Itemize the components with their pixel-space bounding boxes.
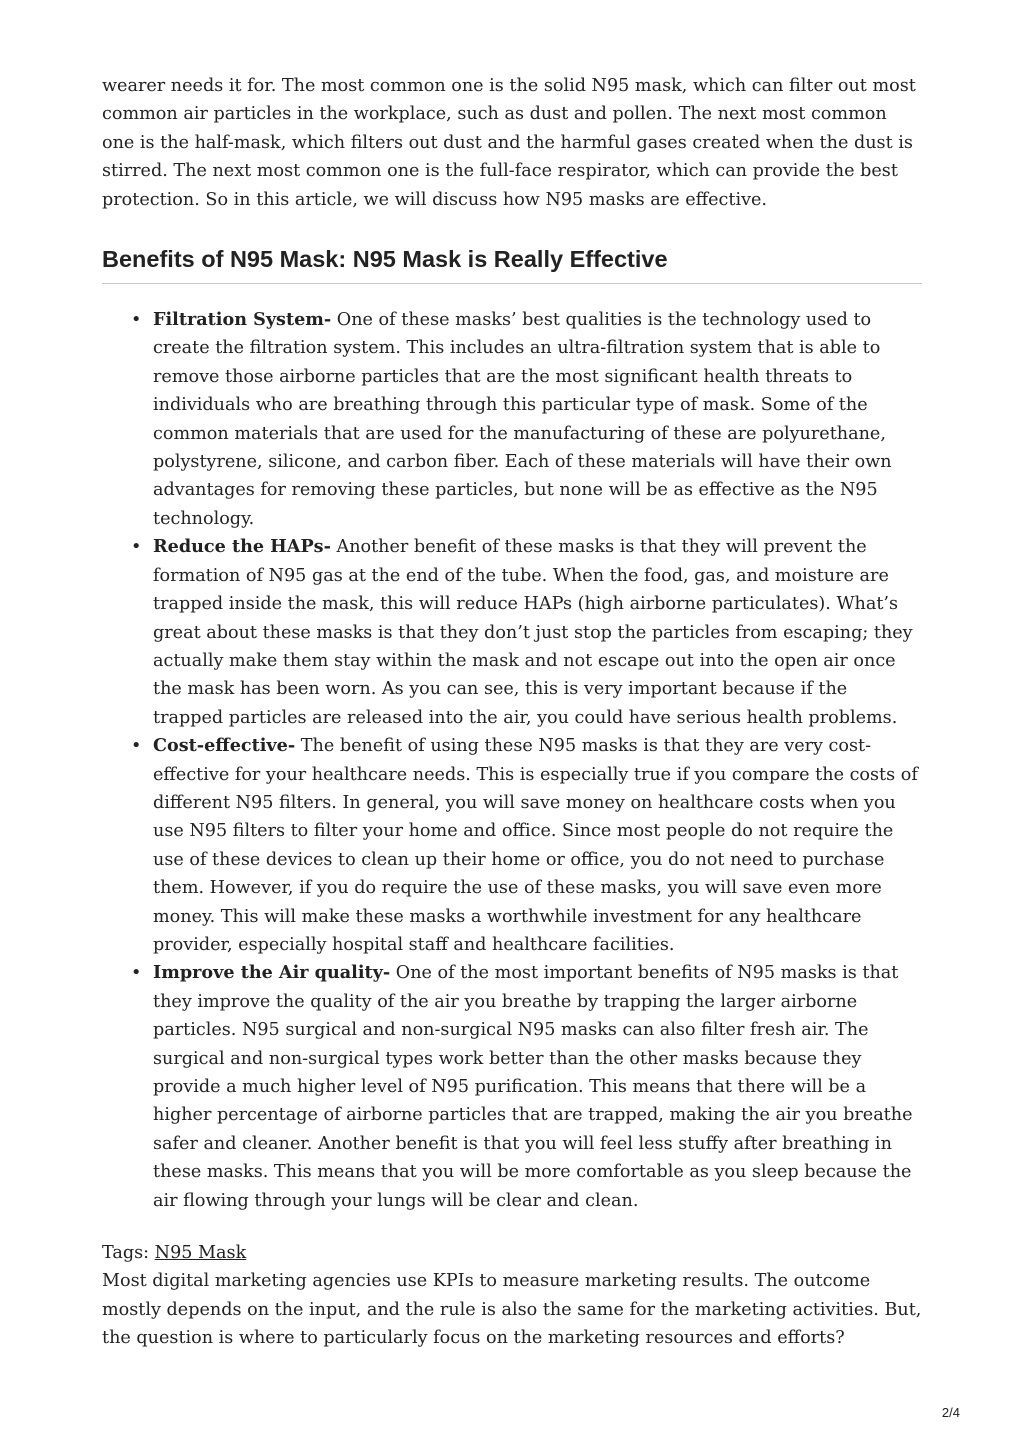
tags-line — [102, 1239, 922, 1267]
bullet-icon: • — [131, 736, 142, 757]
benefit-text: One of these masks’ best qualities is the technology used to create the filtration system. This includes an ultra-filtration system that is able to remove those airborne particles that are the most significant health threats to individuals who are breathing through this particular type of mask. Some of the common materials that are used for the manufacturing of these are polyurethane, polystyrene, silicone, and carbon fiber. Each of these materials will have their own advantages for removing these particles, but none will be as effective as the N95 technology. — [153, 310, 892, 529]
benefits-list — [102, 306, 922, 1215]
closing-paragraph: Most digital marketing agencies use KPIs to measure marketing results. The outcome mostly depends on the input, and the rule is also the same for the marketing activities. But, the question is where to particularly focus on the marketing resources and efforts? — [102, 1271, 922, 1349]
benefit-title: Reduce the HAPs- — [153, 536, 331, 558]
benefit-item-cost — [131, 732, 922, 959]
intro-paragraph: wearer needs it for. The most common one is the solid N95 mask, which can filter out most common air particles in the workplace, such as dust and pollen. The next most common one is the half-mask, which filters out dust and the harmful gases created when the dust is stirred. The next most common one is the full-face respirator, which can provide the best protection. So in this article, we will discuss how N95 masks are effective. — [102, 76, 916, 210]
benefit-text: Another benefit of these masks is that they will prevent the formation of N95 gas at the end of the tube. When the food, gas, and moisture are trapped inside the mask, this will reduce HAPs (high airborne particulates). What’s great about these masks is that they don’t just stop the particles from escaping; they actually make them stay within the mask and not escape out into the open air once the mask has been worn. As you can see, this is very important because if the trapped particles are released into the air, you could have serious health problems. — [153, 537, 913, 728]
bullet-icon: • — [131, 537, 142, 558]
bullet-icon: • — [131, 963, 142, 984]
benefit-item-haps — [131, 533, 922, 732]
benefit-item-air-quality — [131, 959, 922, 1215]
benefit-title: Cost-effective- — [153, 735, 296, 757]
benefit-text: The benefit of using these N95 masks is that they are very cost-effective for your healthcare needs. This is especially true if you compare the costs of different N95 filters. In general, you will save money on healthcare costs when you use N95 filters to filter your home and office. Since most people do not require the use of these devices to clean up their home or office, you do not need to purchase them. However, if you do require the use of these masks, you will save even more money. This will make these masks a worthwhile investment for any healthcare provider, especially hospital staff and healthcare facilities. — [153, 736, 918, 955]
tag-link-n95-mask[interactable]: N95 Mask — [154, 1243, 247, 1264]
benefit-title: Improve the Air quality- — [153, 962, 391, 984]
article-content — [102, 72, 922, 1353]
benefit-text: One of the most important benefits of N95 masks is that they improve the quality of the air you breathe by trapping the larger airborne particles. N95 surgical and non-surgical N95 masks can also filter fresh air. The surgical and non-surgical types work better than the other masks because they provide a much higher level of N95 purification. This means that there will be a higher percentage of airborne particles that are trapped, making the air you breathe safer and cleaner. Another benefit is that you will feel less stuffy after breathing in these masks. This means that you will be more comfortable as you sleep because the air flowing through your lungs will be clear and clean. — [153, 963, 913, 1211]
page-number: 2/4 — [941, 1405, 960, 1420]
benefit-title: Filtration System- — [153, 309, 332, 331]
tags-label: Tags: — [102, 1243, 155, 1264]
benefit-item-filtration — [131, 306, 922, 533]
bullet-icon: • — [131, 310, 142, 331]
section-heading: Benefits of N95 Mask: N95 Mask is Really Effective — [102, 244, 922, 284]
